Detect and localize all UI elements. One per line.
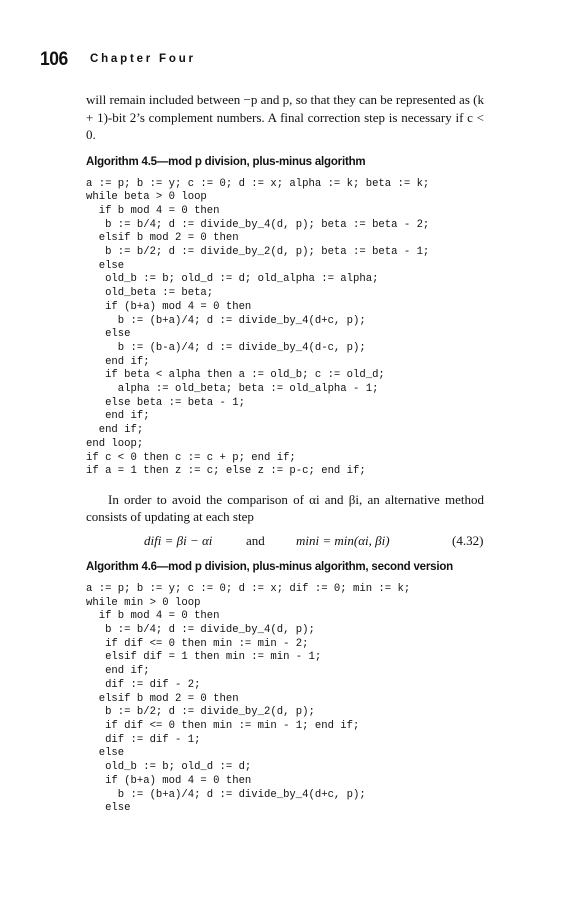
equation-left: difi = βi − αi <box>144 532 213 548</box>
chapter-title: Chapter Four <box>90 53 196 65</box>
algorithm-4-6-code: a := p; b := y; c := 0; d := x; dif := 0; min := k; while min > 0 loop if b mod 4 = 0 then b := b/4; d := divide_by_4(d, p); if dif <= 0 then min := min - 2; elsif dif = 1 then min := min - 1; end if; dif := dif - 2; elsif b mod 2 = 0 then b := b/2; d := divide_by_2(d, p); if dif <= 0 then min := min - 1; end if; dif := dif - 1; else old_b := b; old_d := d; if (b+a) mod 4 = 0 then b := (b+a)/4; d := divide_by_4(d+c, p); else <box>86 582 411 815</box>
algorithm-4-5-code: a := p; b := y; c := 0; d := x; alpha := k; beta := k; while beta > 0 loop if b mod 4 = 0 then b := b/4; d := divide_by_4(d, p); beta := beta - 2; elsif b mod 2 = 0 then b := b/2; d := divide_by_2(d, p); beta := beta - 1; else old_b := b; old_d := d; old_alpha := alpha; old_beta := beta; if (b+a) mod 4 = 0 then b := (b+a)/4; d := divide_by_4(d+c, p); else b := (b-a)/4; d := divide_by_4(d-c, p); end if; if beta < alpha then a := old_b; c := old_d; alpha := old_beta; beta := old_alpha - 1; else beta := beta - 1; end if; end if; end loop; if c < 0 then c := c + p; end if; if a = 1 then z := c; else z := p-c; end if; <box>86 177 430 478</box>
intro-paragraph: will remain included between −p and p, so that they can be represented as (k + 1)-bit 2’s complement numbers. A final correction step is necessary if c < 0. <box>86 92 484 142</box>
page-body <box>86 91 484 816</box>
equation-connector: and <box>246 532 265 548</box>
algorithm-4-5-heading: Algorithm 4.5—mod p division, plus-minus algorithm <box>86 155 366 168</box>
equation-number: (4.32) <box>452 532 484 548</box>
equation-right: mini = min(αi, βi) <box>296 532 390 548</box>
middle-paragraph: In order to avoid the comparison of αi and βi, an alternative method consists of updating at each step <box>86 491 484 525</box>
page-number: 106 <box>40 49 68 70</box>
algorithm-4-6-heading: Algorithm 4.6—mod p division, plus-minus algorithm, second version <box>86 560 453 573</box>
equation-4-32 <box>86 533 484 551</box>
